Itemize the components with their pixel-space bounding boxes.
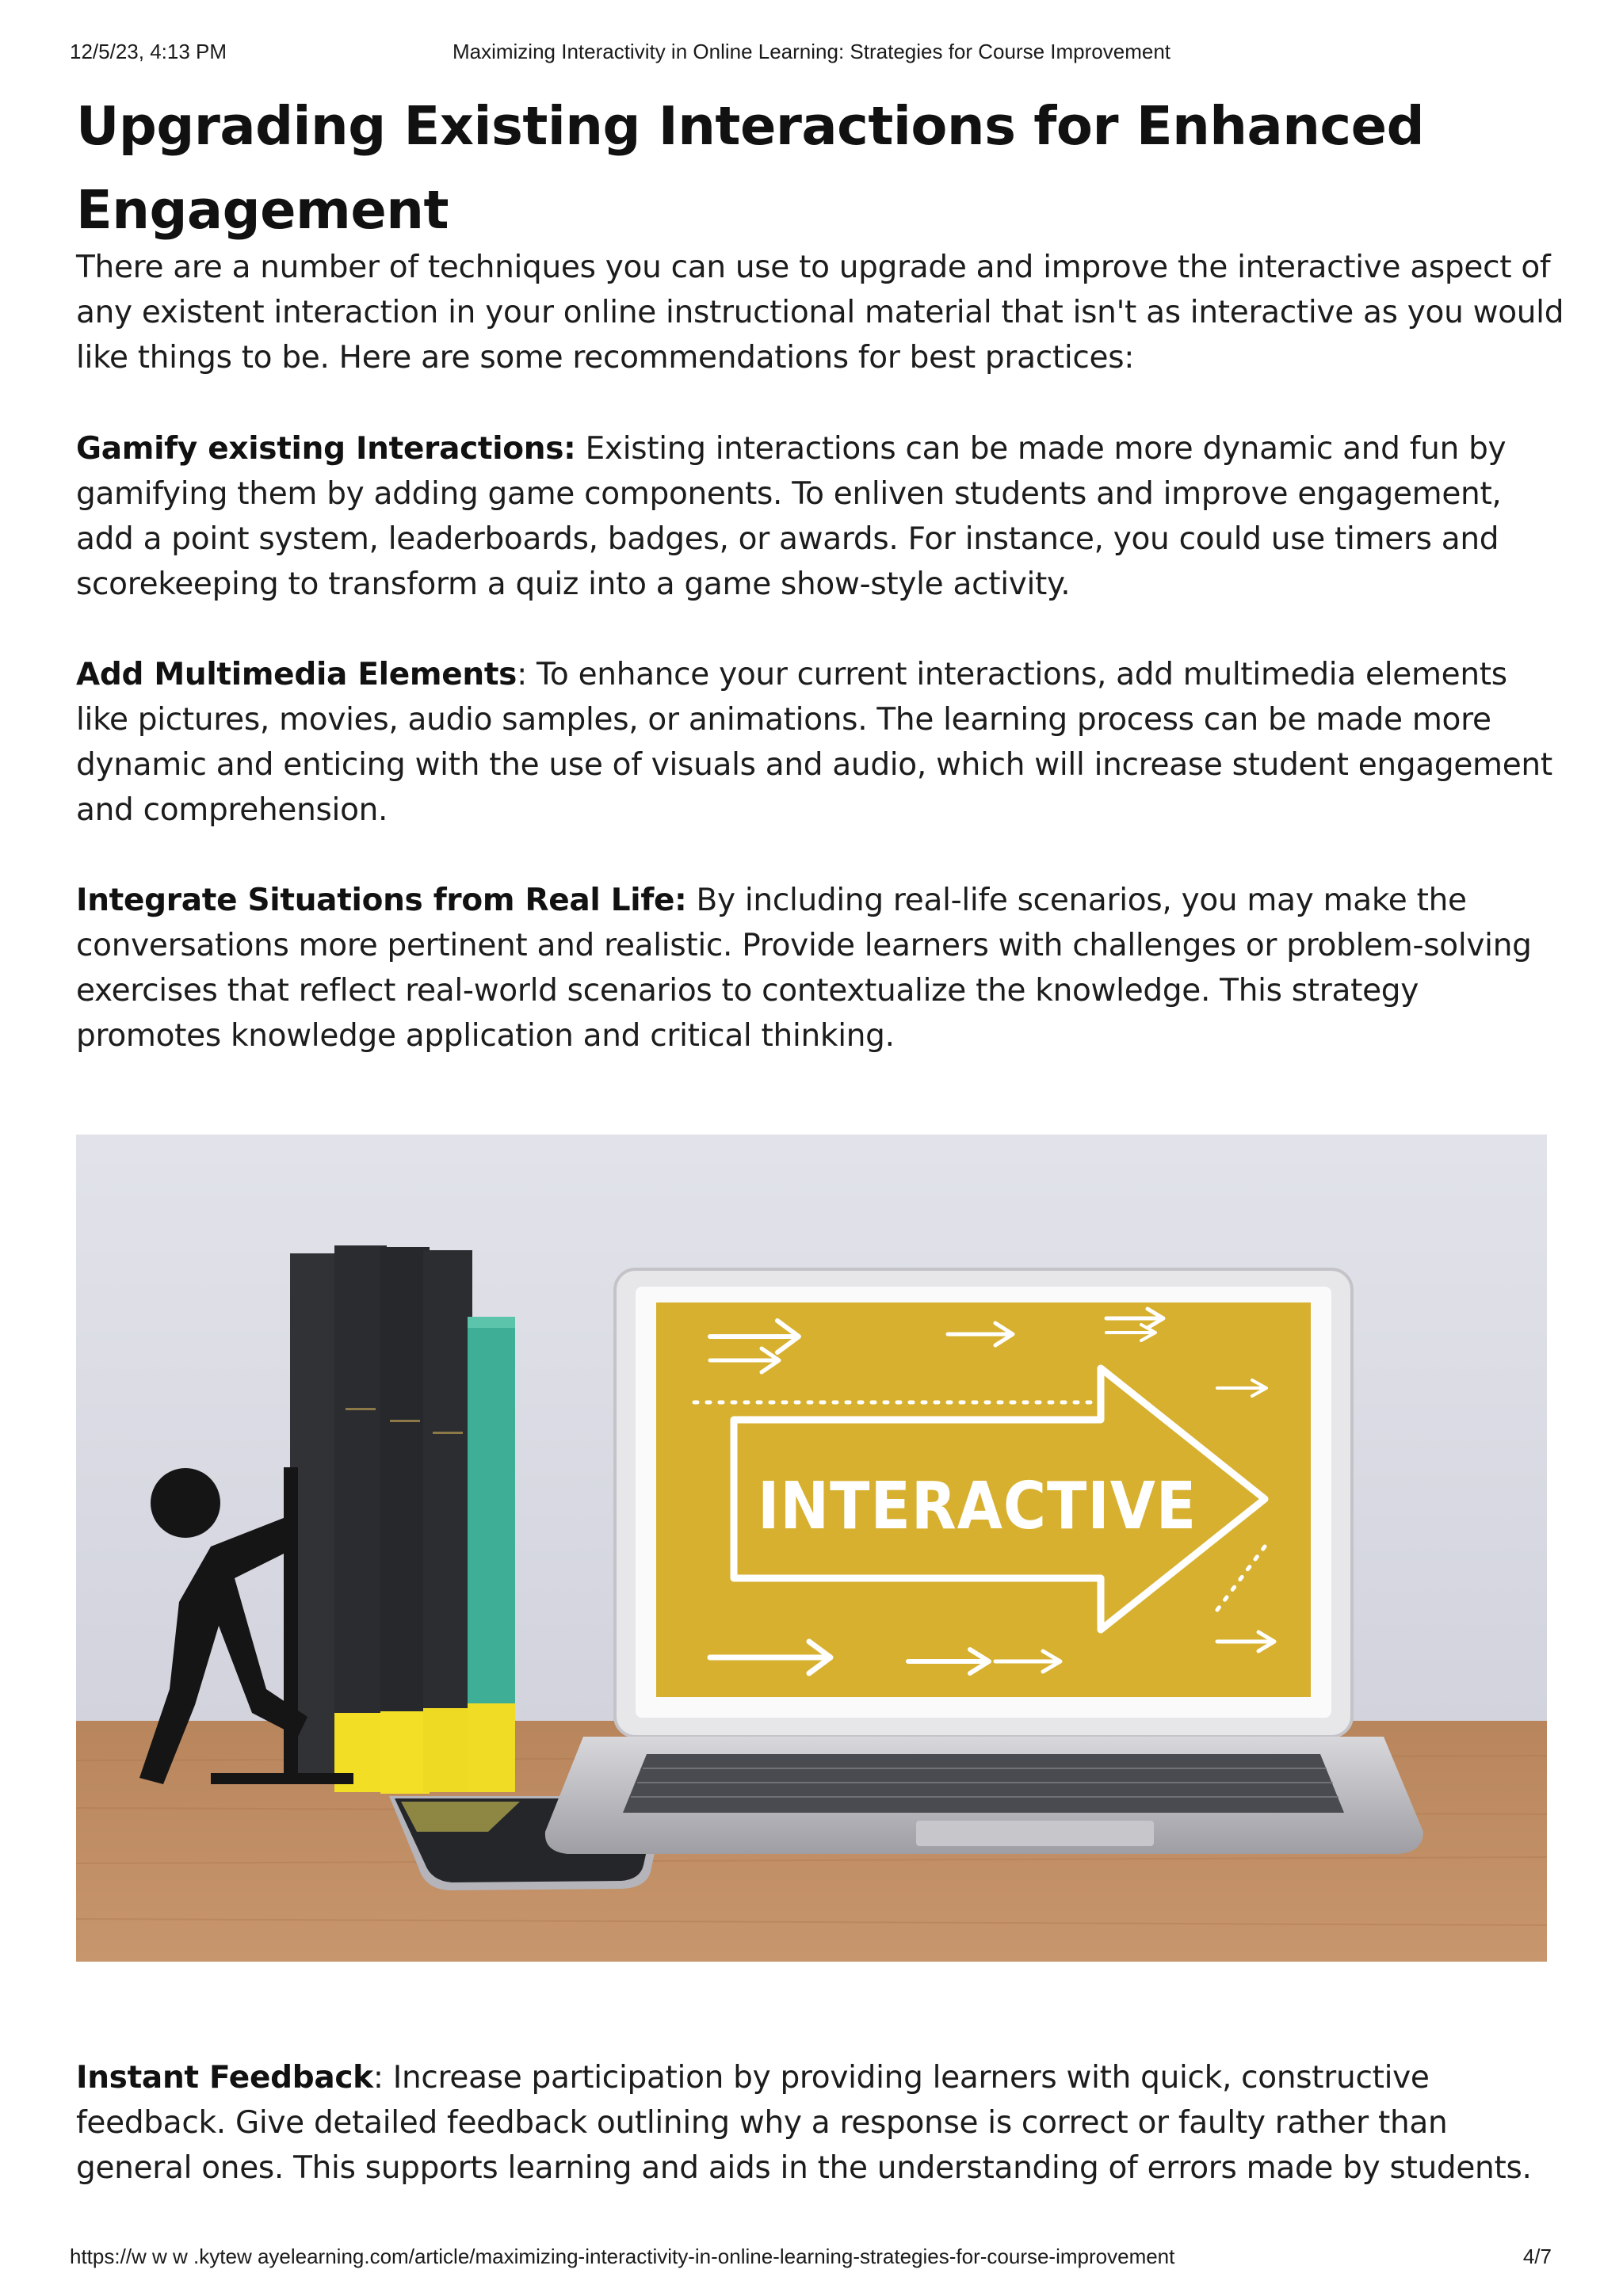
paragraph-real-life bbox=[76, 878, 1566, 1058]
article bbox=[76, 84, 1566, 2186]
article-photo bbox=[76, 1135, 1547, 1962]
print-header bbox=[0, 40, 1623, 71]
paragraph-body: Existing interactions can be made more dynamic and fun by gamifying them by adding game components. To enliven students and improve engagement, add a point system, leaderboards, badges, or awards. For instance, you could use timers and scorekeeping to transform a quiz into a game show-style activity. bbox=[76, 431, 1507, 602]
paragraph-lead: Integrate Situations from Real Life: bbox=[76, 883, 687, 918]
screen-text: INTERACTIVE bbox=[758, 1469, 1197, 1544]
paragraph-feedback bbox=[76, 2055, 1566, 2191]
page-url: https://w w w .kytew ayelearning.com/article/maximizing-interactivity-in-online-learning-strategies-for-course-improvement bbox=[70, 2245, 1175, 2268]
paragraph-body: : To enhance your current interactions, add multimedia elements like pictures, movies, audio samples, or animations. The learning process can be made more dynamic and enticing with the use of visuals and audio, which will increase student engagement and comprehension. bbox=[76, 657, 1552, 828]
paragraph-body: : Increase participation by providing learners with quick, constructive feedback. Give detailed feedback outlining why a response is correct or faulty rather than general ones. This supports learning and aids in the understanding of errors made by students. bbox=[76, 2060, 1532, 2186]
bookend-base bbox=[211, 1773, 353, 1784]
intro-paragraph: There are a number of techniques you can use to upgrade and improve the interactive aspect of any existent interaction in your online instructional material that isn't as interactive as you would like things to be. Here are some recommendations for best practices: bbox=[76, 250, 1564, 376]
laptop-trackpad bbox=[916, 1821, 1154, 1846]
paragraph-lead: Gamify existing Interactions: bbox=[76, 431, 576, 467]
print-datetime: 12/5/23, 4:13 PM bbox=[70, 40, 227, 63]
bookend-plate bbox=[284, 1467, 298, 1784]
book-teal-top bbox=[468, 1317, 515, 1328]
laptop bbox=[545, 1269, 1423, 1854]
paragraph-body: By including real-life scenarios, you may make the conversations more pertinent and realistic. Provide learners with challenges or problem-solving exercises that reflect real-world scenarios to contextualize the knowledge. This strategy promotes knowledge application and critical thinking. bbox=[76, 883, 1532, 1054]
page-number: 4/7 bbox=[1522, 2245, 1552, 2268]
book-yellow-band bbox=[423, 1708, 472, 1792]
print-doc-title: Maximizing Interactivity in Online Learning: Strategies for Course Improvement bbox=[452, 40, 1171, 63]
paragraph-lead: Instant Feedback bbox=[76, 2060, 373, 2096]
interactive-laptop-illustration bbox=[76, 1135, 1547, 1962]
print-footer bbox=[0, 2245, 1623, 2276]
paragraph-lead: Add Multimedia Elements bbox=[76, 657, 517, 692]
book bbox=[334, 1245, 387, 1792]
figure-head bbox=[151, 1468, 220, 1538]
section-heading: Upgrading Existing Interactions for Enhanced Engagement bbox=[76, 95, 1425, 241]
book-yellow-band bbox=[380, 1711, 430, 1794]
book-stack bbox=[290, 1245, 515, 1794]
book-yellow-band bbox=[468, 1703, 515, 1792]
paragraph-multimedia bbox=[76, 652, 1566, 833]
paragraph-gamify bbox=[76, 426, 1566, 607]
